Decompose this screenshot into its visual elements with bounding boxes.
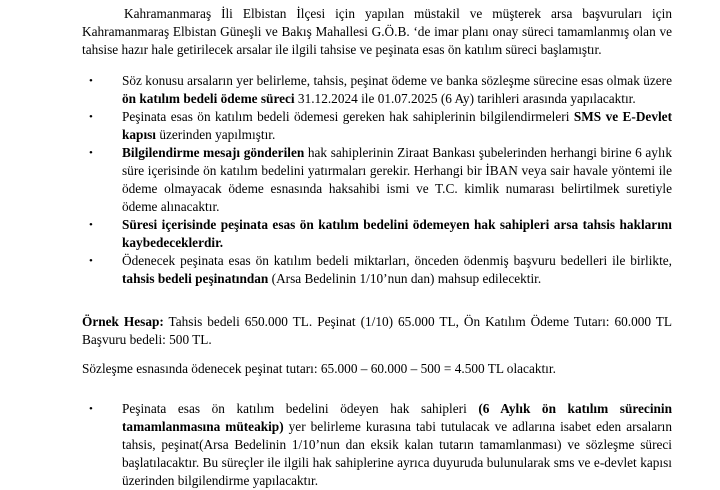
- item-text: Söz konusu arsaların yer belirleme, tahsis, peşinat ödeme ve banka sözleşme sürecine esas olmak üzere: [122, 73, 672, 88]
- item-text: Peşinata esas ön katılım bedeli ödemesi gereken hak sahiplerinin bilgilendirmeleri: [122, 109, 574, 124]
- item-text: (Arsa Bedelinin 1/10’nun dan) mahsup edilecektir.: [268, 271, 542, 286]
- bullet-list-2: [82, 400, 672, 490]
- item-text: 31.12.2024 ile 01.07.2025 (6 Ay) tarihleri arasında yapılacaktır.: [294, 91, 636, 106]
- bullet-icon: •: [89, 75, 93, 87]
- item-bold-text: SMS ve E-Devlet kapısı: [122, 109, 673, 142]
- item-text: yer belirleme kurasına tabi tutulacak ve adlarına isabet eden arsaların tahsis, peşinat(Arsa Bedelinin 1/10’nun dan eksik kalan tutarın tamamlanması) ve sözleşme süreci başlatılacaktır. Bu süreçler ile ilgili hak sahiplerine ayrıca duyuruda bulunularak sms ve e-devlet kapısı üzerinden bilgilendirme yapılacaktır.: [122, 419, 672, 488]
- bullet-icon: •: [89, 111, 93, 123]
- example-label: Örnek Hesap:: [82, 314, 164, 329]
- list-item: [82, 216, 672, 252]
- example-calculation: [82, 313, 672, 349]
- item-text: Peşinata esas ön katılım bedelini ödeyen hak sahipleri: [122, 401, 479, 416]
- item-bold-text: Süresi içerisinde peşinata esas ön katılım bedelini ödemeyen hak sahipleri arsa tahsis haklarını kaybedeceklerdir.: [122, 217, 672, 250]
- list-item: [82, 252, 672, 288]
- bullet-icon: •: [89, 147, 93, 159]
- item-text: Ödenecek peşinata esas ön katılım bedeli miktarları, önceden ödenmiş başvuru bedelleri ile birlikte,: [122, 253, 672, 268]
- list-item: [82, 400, 672, 490]
- item-bold-text: tahsis bedeli peşinatından: [122, 271, 269, 286]
- intro-paragraph: [82, 5, 672, 59]
- example-text: Tahsis bedeli 650.000 TL. Peşinat (1/10) 65.000 TL, Ön Katılım Ödeme Tutarı: 60.000 TL Başvuru bedeli: 500 TL.: [82, 314, 672, 347]
- bullet-list: [82, 72, 672, 288]
- bullet-icon: •: [89, 403, 93, 415]
- payment-calculation: Sözleşme esnasında ödenecek peşinat tutarı: 65.000 – 60.000 – 500 = 4.500 TL olacaktır.: [82, 361, 556, 376]
- list-item: [82, 108, 672, 144]
- item-bold-text: ön katılım bedeli ödeme süreci: [122, 91, 295, 106]
- item-bold-text: (6 Aylık ön katılım sürecinin tamamlanmasına müteakip): [122, 401, 672, 434]
- bullet-icon: •: [89, 255, 93, 267]
- bullet-icon: •: [89, 219, 93, 231]
- item-bold-text: Bilgilendirme mesajı gönderilen: [122, 145, 305, 160]
- list-item: [82, 72, 672, 108]
- item-text: üzerinden yapılmıştır.: [156, 127, 276, 142]
- item-text: hak sahiplerinin Ziraat Bankası şubelerinden herhangi birine 6 aylık süre içerisinde ön katılım bedelini yatırmaları gerekir. Herhangi bir İBAN veya sair havale yöntemi ile ödeme olmayacak ödeme esnasında haksahibi ismi ve T.C. kimlik numarası belirtilmek suretiyle ödeme alınacaktır.: [122, 145, 672, 214]
- list-item: [82, 144, 672, 216]
- intro-text: Kahramanmaraş İli Elbistan İlçesi için yapılan müstakil ve müşterek arsa başvuruları için Kahramanmaraş Elbistan Güneşli ve Bakış Mahallesi G.Ö.B. ‘de imar planı onay süreci tamamlanmış olan ve tahsise hazır hale getirilecek arsalar ile ilgili tahsise ve peşinata esas ön katılım süreci başlamıştır.: [82, 6, 672, 57]
